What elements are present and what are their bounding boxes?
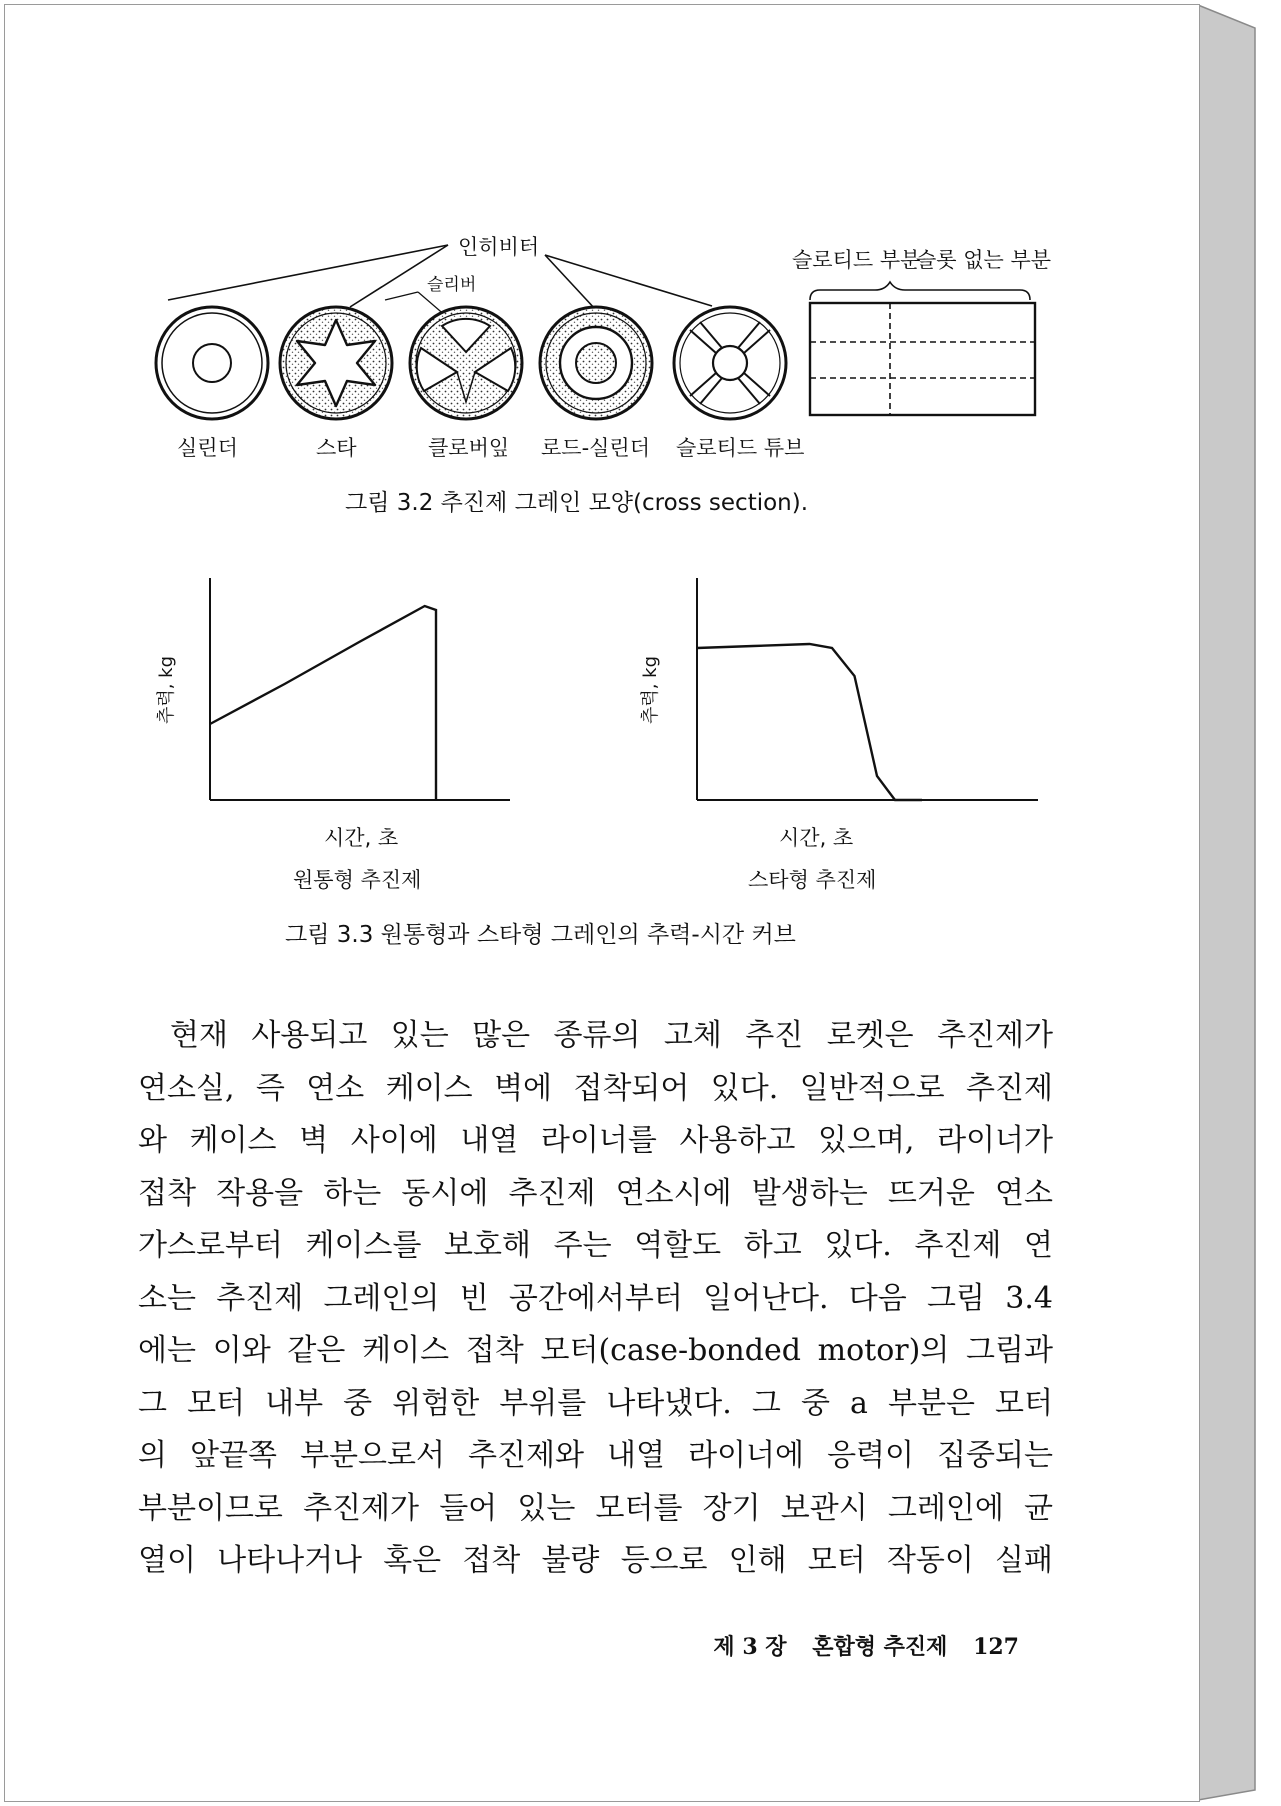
chart-star-title: 스타형 추진제: [748, 868, 877, 892]
figure-3-3-caption: 그림 3.3 원통형과 스타형 그레인의 추력-시간 커브: [285, 922, 796, 948]
chart-star: [640, 578, 1038, 800]
page-number: 127: [973, 1634, 1019, 1660]
footer-chapter-title: 혼합형 추진제: [812, 1634, 948, 1660]
footer-chapter: 제 3 장: [713, 1634, 787, 1660]
inhibitor-label: 인히비터: [458, 235, 540, 259]
body-line: 부분이므로 추진제가 들어 있는 모터를 장기 보관시 그레인에 균: [138, 1490, 1053, 1526]
body-line: 소는 추진제 그레인의 빈 공간에서부터 일어난다. 다음 그림 3.4: [138, 1280, 1053, 1316]
chart-star-ylabel: 추력, kg: [640, 655, 661, 725]
figure-3-2-caption: 그림 3.2 추진제 그레인 모양(cross section).: [345, 490, 809, 516]
shape-label-clover-leaf: 클로버잎: [428, 436, 510, 460]
sliver-label: 슬리버: [427, 275, 477, 295]
body-line: 열이 나타나거나 혹은 접착 불량 등으로 인해 모터 작동이 실패: [138, 1543, 1053, 1578]
body-line: 와 케이스 벽 사이에 내열 라이너를 사용하고 있으며, 라이너가: [138, 1123, 1053, 1158]
chart-cylindrical-thrust-curve: [210, 606, 436, 800]
slotted-part-label: 슬로티드 부분: [792, 248, 921, 272]
chart-cylindrical: [156, 578, 510, 800]
body-line: 현재 사용되고 있는 많은 종류의 고체 추진 로켓은 추진제가: [170, 1018, 1053, 1053]
shape-label-cylinder: 실린더: [177, 436, 238, 460]
body-line: 가스로부터 케이스를 보호해 주는 역할도 하고 있다. 추진제 연: [138, 1228, 1053, 1263]
chart-star-thrust-curve: [697, 644, 922, 800]
body-line: 의 앞끝쪽 부분으로서 추진제와 내열 라이너에 응력이 집중되는: [138, 1438, 1053, 1473]
chart-cylindrical-title: 원통형 추진제: [293, 868, 422, 892]
slotless-part-label: 슬롯 없는 부분: [916, 248, 1052, 272]
shape-label-slotted-tube: 슬로티드 튜브: [676, 436, 805, 460]
chart-cylindrical-xlabel: 시간, 초: [324, 826, 399, 850]
chart-star-xlabel: 시간, 초: [779, 826, 854, 850]
body-paragraph: [138, 1010, 1053, 1588]
body-line: 접착 작용을 하는 동시에 추진제 연소시에 발생하는 뜨거운 연소: [138, 1175, 1053, 1211]
shape-label-star: 스타: [316, 436, 357, 460]
chart-cylindrical-ylabel: 추력, kg: [156, 655, 177, 725]
body-line: 연소실, 즉 연소 케이스 벽에 접착되어 있다. 일반적으로 추진제: [138, 1070, 1053, 1106]
body-line: 에는 이와 같은 케이스 접착 모터(case-bonded motor)의 그림과: [138, 1333, 1053, 1368]
body-line: 그 모터 내부 중 위험한 부위를 나타냈다. 그 중 a 부분은 모터: [138, 1385, 1053, 1421]
page-footer: [695, 1630, 1019, 1661]
shape-label-rod-cylinder: 로드-실린더: [541, 436, 651, 460]
